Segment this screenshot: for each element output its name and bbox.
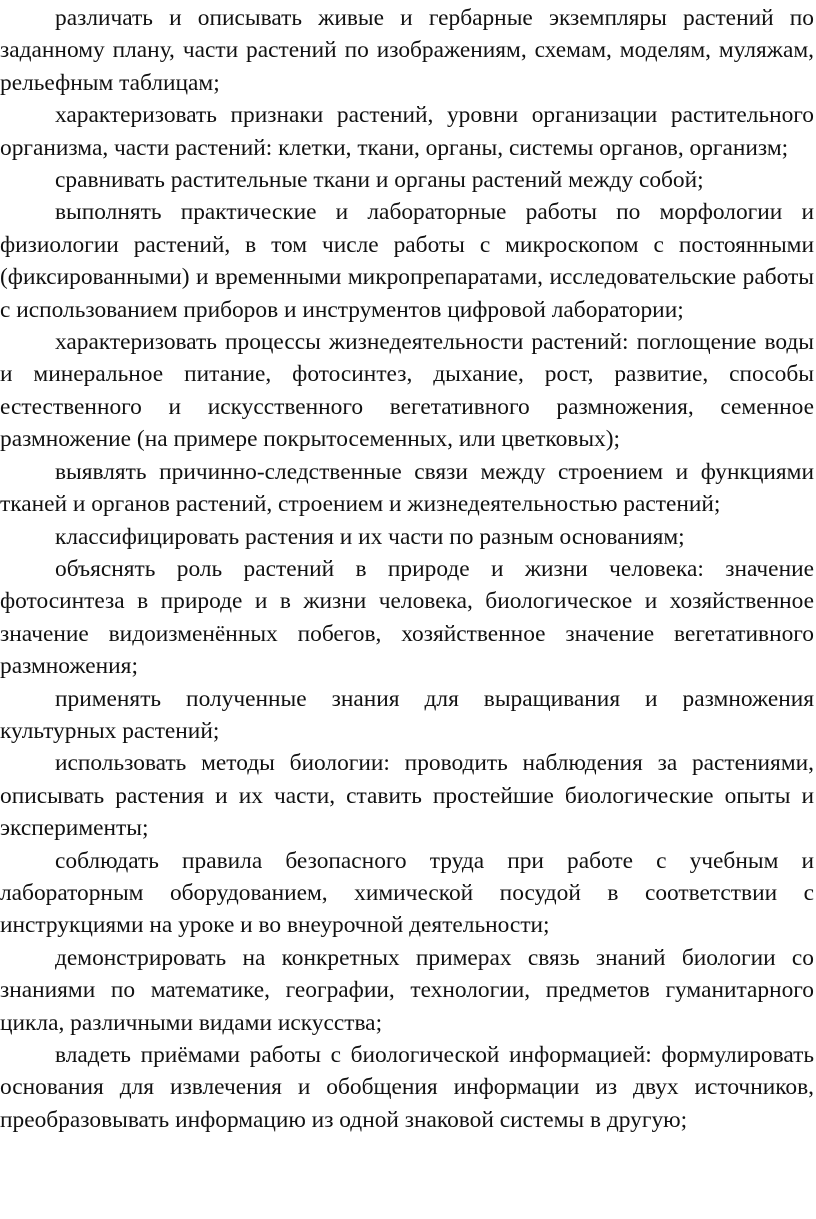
paragraph-3: сравнивать растительные ткани и органы растений между собой;: [55, 167, 704, 194]
paragraph-12: демонстрировать на конкретных примерах связь знаний биологии со знаниями по математике, географии, технологии, предметов гуманитарного цикла, различными видами искусства;: [0, 944, 814, 1036]
paragraph-9: применять полученные знания для выращивания и размножения культурных растений;: [0, 685, 814, 744]
paragraph-7: классифицировать растения и их части по разным основаниям;: [55, 523, 685, 550]
paragraph-2: характеризовать признаки растений, уровни организации растительного организма, части растений: клетки, ткани, органы, системы органов, организм;: [0, 102, 814, 161]
paragraph-4: выполнять практические и лабораторные работы по морфологии и физиологии растений, в том числе работы с микроскопом с постоянными (фиксированными) и временными микропрепаратами, исследовательские работы с использованием приборов и инструментов цифровой лаборатории;: [0, 199, 814, 323]
paragraph-13: владеть приёмами работы с биологической информацией: формулировать основания для извлечения и обобщения информации из двух источников, преобразовывать информацию из одной знаковой системы в другую;: [0, 1042, 814, 1133]
paragraph-11: соблюдать правила безопасного труда при работе с учебным и лабораторным оборудованием, химической посудой в соответствии с инструкциями на уроке и во внеурочной деятельности;: [0, 847, 814, 939]
paragraph-1: различать и описывать живые и гербарные экземпляры растений по заданному плану, части растений по изображениям, схемам, моделям, муляжам, рельефным таблицам;: [0, 5, 814, 96]
paragraph-8: объяснять роль растений в природе и жизни человека: значение фотосинтеза в природе и в жизни человека, биологическое и хозяйственное значение видоизменённых побегов, хозяйственное значение вегетативного размножения;: [0, 555, 814, 680]
paragraph-6: выявлять причинно-следственные связи между строением и функциями тканей и органов растений, строением и жизнедеятельностью растений;: [0, 458, 814, 518]
paragraph-10: использовать методы биологии: проводить наблюдения за растениями, описывать растения и их части, ставить простейшие биологические опыты и эксперименты;: [0, 750, 814, 842]
paragraph-5: характеризовать процессы жизнедеятельности растений: поглощение воды и минеральное питание, фотосинтез, дыхание, рост, развитие, способы естественного и искусственного вегетативного размножения, семенное размножение (на примере покрытосеменных, или цветковых);: [0, 329, 814, 453]
